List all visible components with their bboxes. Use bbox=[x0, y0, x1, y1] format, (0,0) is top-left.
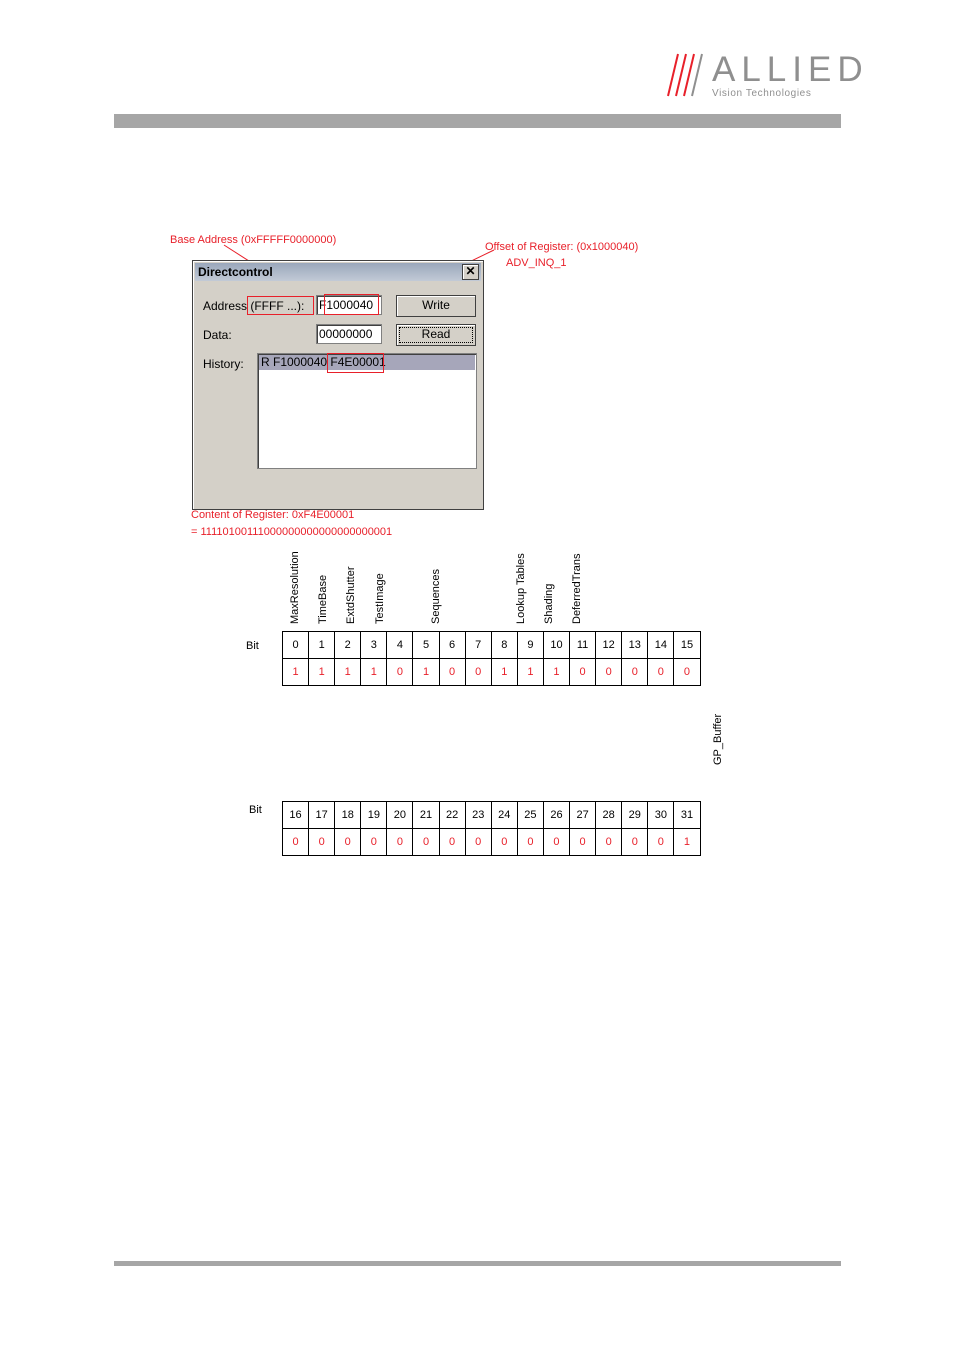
footer-divider bbox=[114, 1261, 841, 1266]
register-name-annotation: ADV_INQ_1 bbox=[506, 257, 567, 269]
bit-number-cell: 24 bbox=[491, 802, 517, 829]
content-highlight bbox=[327, 353, 384, 373]
brand-name: ALLIED bbox=[712, 50, 869, 89]
logo-slashes-icon bbox=[666, 52, 708, 98]
bit-number-cell: 21 bbox=[413, 802, 439, 829]
bit-number-cell: 9 bbox=[517, 632, 543, 659]
base-address-highlight bbox=[247, 296, 314, 315]
bit-number-cell: 26 bbox=[543, 802, 569, 829]
bit-number-cell: 16 bbox=[283, 802, 309, 829]
dialog-title: Directcontrol bbox=[198, 265, 273, 279]
bit-value-cell: 0 bbox=[387, 659, 413, 686]
address-label: Address (FFFF ...): bbox=[203, 299, 305, 313]
bit-value-cell: 0 bbox=[622, 829, 648, 856]
history-label: History: bbox=[203, 357, 244, 371]
bit-number-cell: 13 bbox=[622, 632, 648, 659]
binary-annotation: = 11110100111000000000000000000001 bbox=[191, 526, 393, 538]
bit-number-cell: 18 bbox=[335, 802, 361, 829]
bit-value-cell: 0 bbox=[570, 829, 596, 856]
field-label: GP_Buffer bbox=[712, 713, 724, 765]
table1-bit-label: Bit bbox=[246, 640, 259, 652]
bit-value-cell: 0 bbox=[387, 829, 413, 856]
bit-value-cell: 0 bbox=[570, 659, 596, 686]
bit-value-cell: 1 bbox=[491, 659, 517, 686]
bit-number-cell: 31 bbox=[674, 802, 700, 829]
bit-number-cell: 22 bbox=[439, 802, 465, 829]
bit-number-cell: 10 bbox=[543, 632, 569, 659]
bit-value-cell: 0 bbox=[361, 829, 387, 856]
bit-value-cell: 0 bbox=[413, 829, 439, 856]
base-address-annotation: Base Address (0xFFFFF0000000) bbox=[170, 234, 337, 246]
bit-number-cell: 28 bbox=[596, 802, 622, 829]
data-label: Data: bbox=[203, 328, 232, 342]
write-button[interactable]: Write bbox=[396, 295, 476, 317]
field-label: TestImage bbox=[373, 573, 386, 624]
offset-highlight bbox=[324, 294, 379, 315]
bit-value-cell: 1 bbox=[413, 659, 439, 686]
history-row[interactable]: R F1000040 F4E00001 bbox=[259, 355, 475, 370]
bit-number-cell: 19 bbox=[361, 802, 387, 829]
bit-value-cell: 0 bbox=[465, 659, 491, 686]
bit-value-cell: 1 bbox=[517, 659, 543, 686]
bit-number-cell: 6 bbox=[439, 632, 465, 659]
header-divider bbox=[114, 114, 841, 128]
bit-number-cell: 11 bbox=[570, 632, 596, 659]
bit-number-cell: 20 bbox=[387, 802, 413, 829]
field-label: ExtdShutter bbox=[345, 566, 358, 624]
bit-value-cell: 0 bbox=[648, 829, 674, 856]
bit-number-cell: 15 bbox=[674, 632, 700, 659]
brand-tagline: Vision Technologies bbox=[712, 88, 812, 99]
data-input[interactable]: 00000000 bbox=[316, 324, 382, 344]
content-annotation: Content of Register: 0xF4E00001 bbox=[191, 509, 355, 521]
bit-value-cell: 0 bbox=[517, 829, 543, 856]
bit-value-cell: 1 bbox=[335, 659, 361, 686]
dialog-titlebar bbox=[195, 263, 481, 281]
bit-number-cell: 12 bbox=[596, 632, 622, 659]
bit-value-cell: 1 bbox=[309, 659, 335, 686]
bit-number-cell: 5 bbox=[413, 632, 439, 659]
close-icon[interactable]: ✕ bbox=[462, 264, 479, 280]
bit-number-cell: 17 bbox=[309, 802, 335, 829]
bits-table-16-31 bbox=[282, 801, 701, 856]
bit-number-cell: 2 bbox=[335, 632, 361, 659]
read-button[interactable]: Read bbox=[396, 324, 476, 346]
field-label: Sequences bbox=[430, 568, 442, 624]
bit-value-cell: 0 bbox=[596, 659, 622, 686]
bit-number-cell: 29 bbox=[622, 802, 648, 829]
bits-table-0-15 bbox=[282, 631, 701, 686]
bit-number-cell: 0 bbox=[283, 632, 309, 659]
bit-number-cell: 8 bbox=[491, 632, 517, 659]
bit-number-cell: 7 bbox=[465, 632, 491, 659]
bit-number-cell: 14 bbox=[648, 632, 674, 659]
bit-value-cell: 0 bbox=[596, 829, 622, 856]
bit-value-cell: 0 bbox=[465, 829, 491, 856]
bit-value-cell: 0 bbox=[543, 829, 569, 856]
field-label: TimeBase bbox=[317, 574, 330, 624]
field-label: Shading bbox=[542, 583, 555, 624]
directcontrol-dialog bbox=[192, 260, 484, 510]
bit-value-cell: 0 bbox=[309, 829, 335, 856]
bit-value-cell: 1 bbox=[283, 659, 309, 686]
offset-annotation: Offset of Register: (0x1000040) bbox=[485, 241, 639, 253]
bit-number-cell: 3 bbox=[361, 632, 387, 659]
field-label: Lookup Tables bbox=[514, 553, 527, 624]
address-input[interactable]: F1000040 bbox=[316, 295, 382, 315]
bit-value-cell: 0 bbox=[674, 659, 700, 686]
bit-value-cell: 0 bbox=[283, 829, 309, 856]
register-figure bbox=[164, 228, 740, 868]
field-label: DeferredTrans bbox=[571, 553, 583, 624]
allied-logo bbox=[666, 50, 869, 102]
bit-value-cell: 0 bbox=[439, 829, 465, 856]
field-label: MaxResolution bbox=[289, 551, 301, 624]
bit-number-cell: 23 bbox=[465, 802, 491, 829]
bit-number-cell: 4 bbox=[387, 632, 413, 659]
bit-value-cell: 1 bbox=[361, 659, 387, 686]
bit-number-cell: 27 bbox=[570, 802, 596, 829]
bit-value-cell: 0 bbox=[648, 659, 674, 686]
bit-number-cell: 30 bbox=[648, 802, 674, 829]
bit-value-cell: 1 bbox=[674, 829, 700, 856]
bit-value-cell: 1 bbox=[543, 659, 569, 686]
table2-bit-label: Bit bbox=[249, 804, 262, 816]
bit-number-cell: 1 bbox=[309, 632, 335, 659]
bit-value-cell: 0 bbox=[335, 829, 361, 856]
bit-number-cell: 25 bbox=[517, 802, 543, 829]
bit-value-cell: 0 bbox=[622, 659, 648, 686]
bit-value-cell: 0 bbox=[439, 659, 465, 686]
bit-value-cell: 0 bbox=[491, 829, 517, 856]
